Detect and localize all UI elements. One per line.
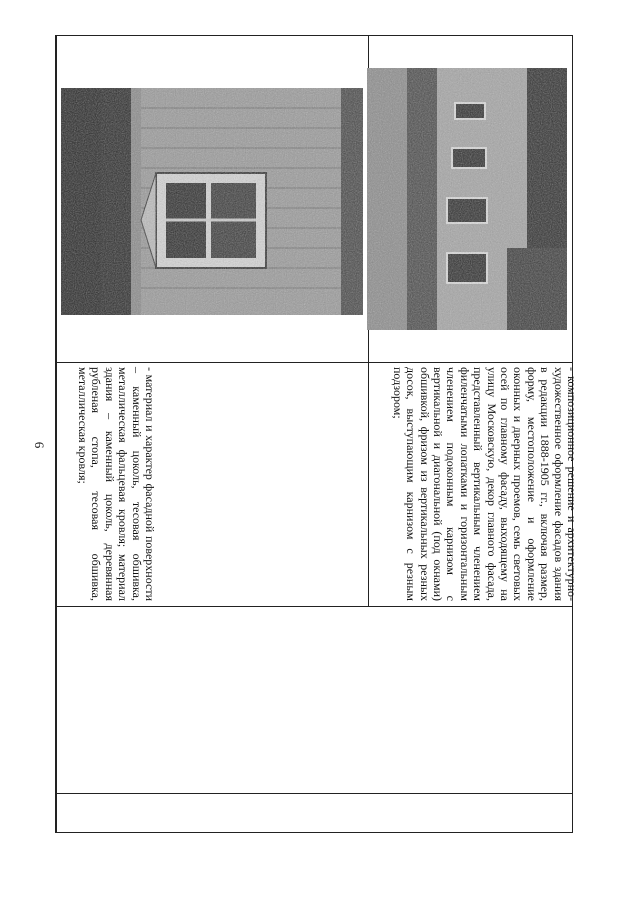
page-number: 6 <box>32 441 47 449</box>
row-1-text: - материал и характер фасадной поверхности – каменный цоколь, тесовая обшивка, металлическая фальцевая кровля; материал здания – каменный цоколь, деревянная рубленая стопа, тесовая обшивка, металлическая кровля; <box>75 367 157 601</box>
column-separator-text <box>56 606 572 607</box>
house-facade-window-photo <box>61 88 363 315</box>
column-separator-narrow <box>56 793 572 794</box>
row-2-description <box>366 363 580 605</box>
column-border <box>56 36 57 832</box>
row-2-text: - композиционное решение и архитектурно-художественное оформление фасадов здания в редакции 1888-1905 гг., включая размер, форму, местоположение и оформление оконных и дверных проемов, семь световых осей по главному фасаду, выходящему на улицу Московскую, декор главного фасада, представленный вертикальным членением филенчатыми лопатками и горизонтальным членением подоконным карнизом с вертикальной и диагональной (под окнами) обшивкой, фризом из вертикальных резных досок, выступающим карнизом с резным подзором; <box>390 367 579 601</box>
row-1-description <box>58 363 158 605</box>
house-front-windows-photo <box>367 68 567 330</box>
